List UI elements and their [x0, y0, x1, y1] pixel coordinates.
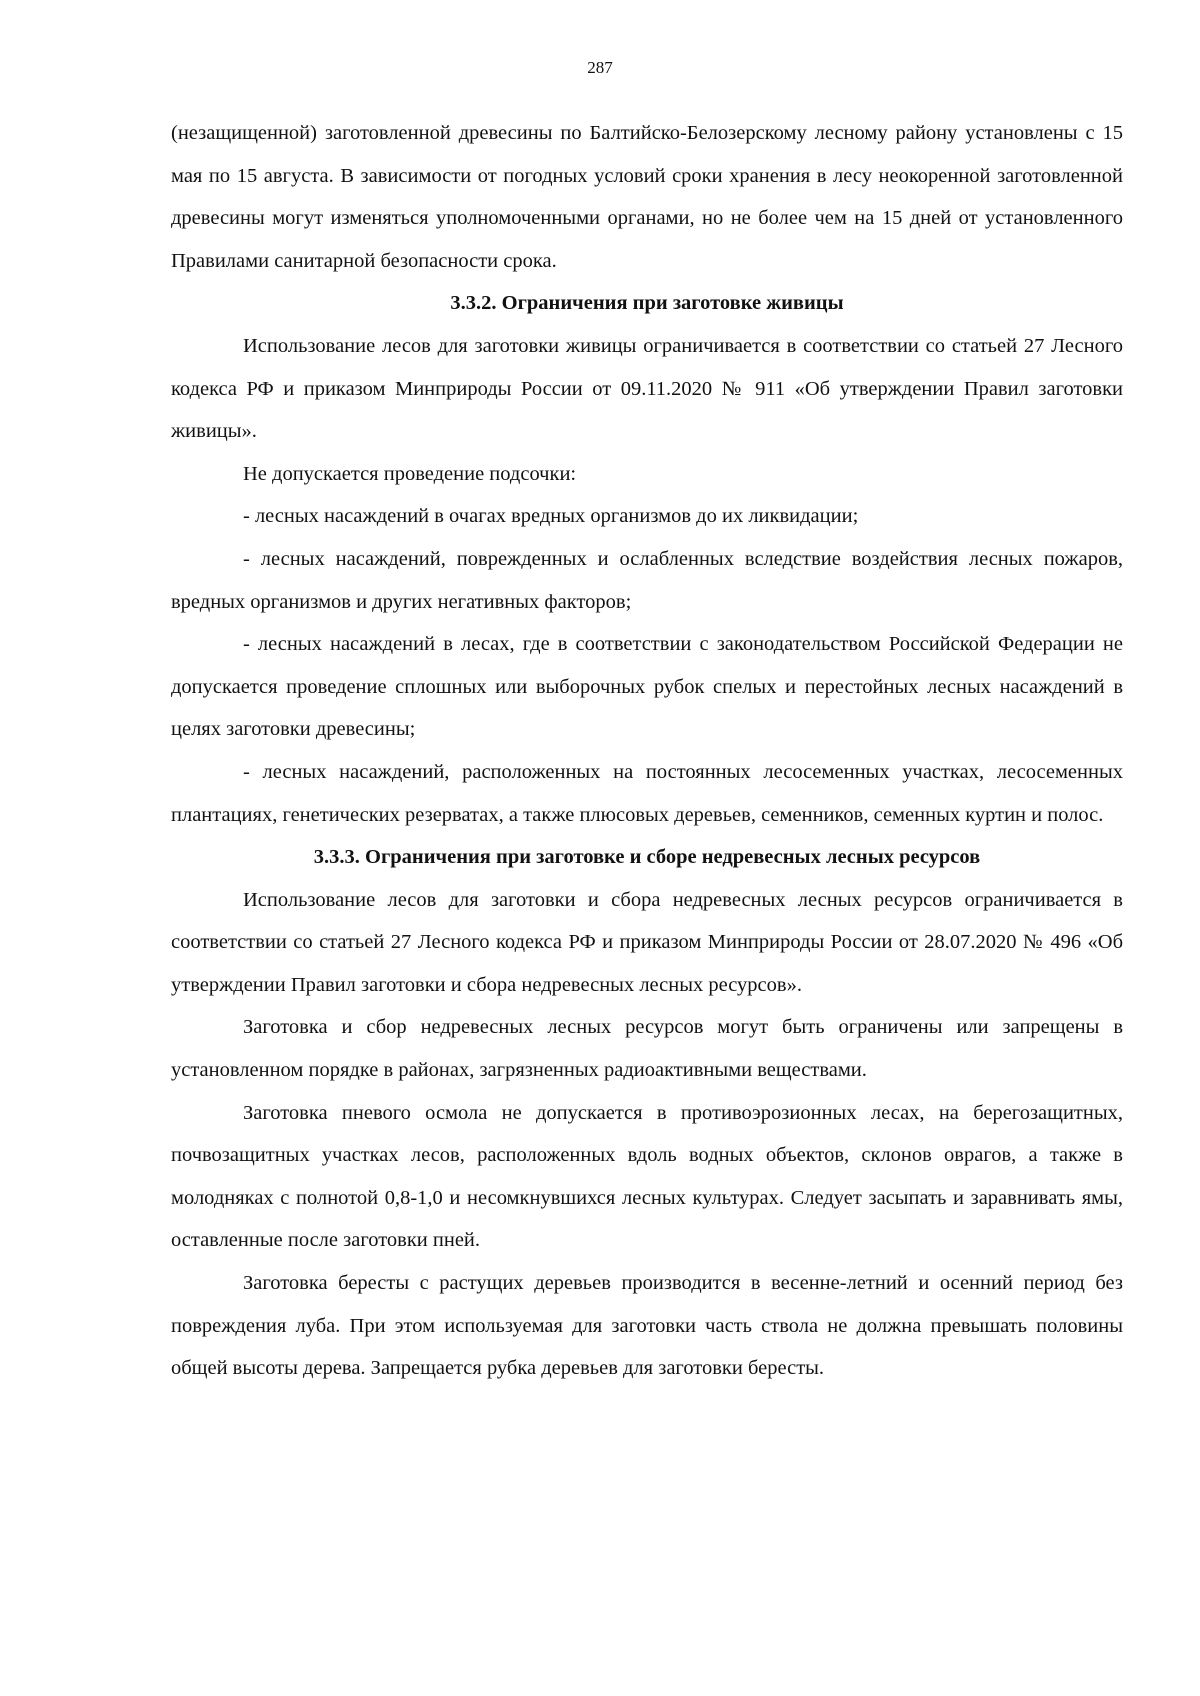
paragraph: Не допускается проведение подсочки:	[243, 462, 577, 485]
section-heading-3-3-2: 3.3.2. Ограничения при заготовке живицы	[450, 292, 844, 315]
list-item: - лесных насаждений, поврежденных и ослабленных вследствие воздействия лесных пожаров, вредных организмов и других негативных факторов;	[171, 547, 1123, 613]
paragraph: Заготовка пневого осмола не допускается в противоэрозионных лесах, на берегозащитных, почвозащитных участках лесов, расположенных вдоль водных объектов, склонов оврагов, а также в молодняках с полнотой 0,8-1,0 и несомкнувшихся лесных культурах. Следует засыпать и заравнивать ямы, оставленные после заготовки пней.	[171, 1101, 1123, 1252]
paragraph-intro: (незащищенной) заготовленной древесины по Балтийско-Белозерскому лесному району установлены с 15 мая по 15 августа. В зависимости от погодных условий сроки хранения в лесу неокоренной заготовленной древесины могут изменяться уполномоченными органами, но не более чем на 15 дней от установленного Правилами санитарной безопасности срока.	[171, 122, 1123, 272]
list-item: - лесных насаждений, расположенных на постоянных лесосеменных участках, лесосеменных плантациях, генетических резерватах, а также плюсовых деревьев, семенников, семенных куртин и полос.	[171, 760, 1123, 826]
section-heading-3-3-3: 3.3.3. Ограничения при заготовке и сборе недревесных лесных ресурсов	[313, 846, 981, 869]
paragraph: Заготовка и сбор недревесных лесных ресурсов могут быть ограничены или запрещены в установленном порядке в районах, загрязненных радиоактивными веществами.	[171, 1016, 1123, 1082]
list-item: - лесных насаждений в лесах, где в соответствии с законодательством Российской Федерации не допускается проведение сплошных или выборочных рубок спелых и перестойных лесных насаждений в целях заготовки древесины;	[171, 633, 1123, 741]
list-item: - лесных насаждений в очагах вредных организмов до их ликвидации;	[243, 505, 859, 528]
document-body	[171, 112, 1123, 1390]
page-number: 287	[587, 58, 613, 77]
paragraph: Заготовка бересты с растущих деревьев производится в весенне-летний и осенний период без повреждения луба. При этом используемая для заготовки часть ствола не должна превышать половины общей высоты дерева. Запрещается рубка деревьев для заготовки бересты.	[171, 1272, 1123, 1380]
paragraph: Использование лесов для заготовки живицы ограничивается в соответствии со статьей 27 Лесного кодекса РФ и приказом Минприроды России от 09.11.2020 № 911 «Об утверждении Правил заготовки живицы».	[171, 334, 1123, 443]
paragraph: Использование лесов для заготовки и сбора недревесных лесных ресурсов ограничивается в соответствии со статьей 27 Лесного кодекса РФ и приказом Минприроды России от 28.07.2020 № 496 «Об утверждении Правил заготовки и сбора недревесных лесных ресурсов».	[171, 888, 1123, 996]
